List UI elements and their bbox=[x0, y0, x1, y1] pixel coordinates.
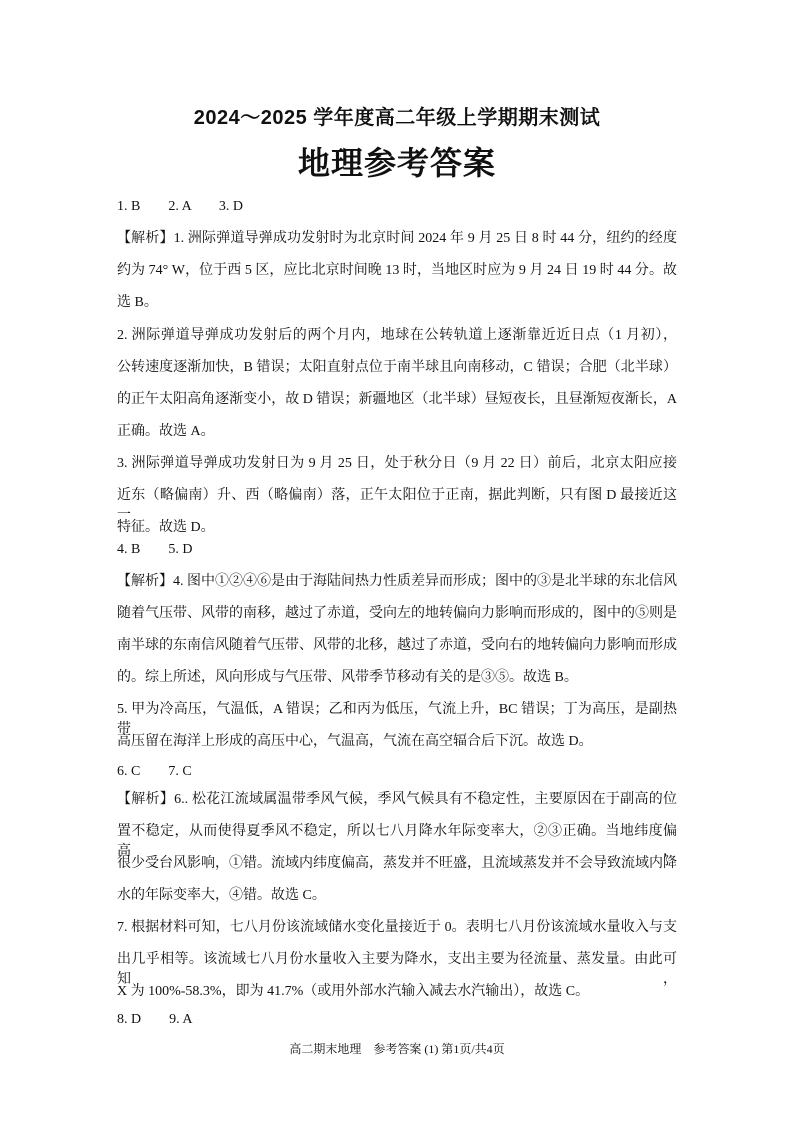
explanation-line: 选 B。 bbox=[117, 295, 158, 310]
document-title: 2024～2025 学年度高二年级上学期期末测试 bbox=[193, 107, 601, 129]
explanation-line: 的正午太阳高角逐渐变小，故 D 错误；新疆地区（北半球）昼短夜长，且昼渐短夜渐长，A bbox=[117, 392, 677, 407]
explanation-line: 近东（略偏南）升、西（略偏南）落，正午太阳位于正南，据此判断，只有图 D 最接近这一 bbox=[117, 488, 677, 523]
answer-key-line: 8. D 9. A bbox=[117, 1012, 193, 1027]
document-subtitle: 地理参考答案 bbox=[297, 145, 496, 181]
explanation-line: 的。综上所述，风向形成与气压带、风带季节移动有关的是③⑤。故选 B。 bbox=[117, 670, 578, 685]
answer-key-line: 6. C 7. C bbox=[117, 764, 192, 779]
explanation-line: 【解析】1. 洲际弹道导弹成功发射时为北京时间 2024 年 9 月 25 日 8 时 44 分，纽约的经度 bbox=[117, 231, 677, 246]
explanation-line: 公转速度逐渐加快，B 错误；太阳直射点位于南半球且向南移动，C 错误；合肥（北半球） bbox=[117, 360, 677, 375]
answer-key-line: 4. B 5. D bbox=[117, 542, 193, 557]
explanation-line: 3. 洲际弹道导弹成功发射日为 9 月 25 日，处于秋分日（9 月 22 日）前后，北京太阳应接 bbox=[117, 456, 677, 471]
explanation-line: 随着气压带、风带的南移，越过了赤道，受向左的地转偏向力影响而形成的，图中的⑤则是 bbox=[117, 606, 677, 621]
explanation-line: 【解析】4. 图中①②④⑥是由于海陆间热力性质差异而形成；图中的③是北半球的东北信风 bbox=[117, 574, 677, 589]
explanation-line: 5. 甲为冷高压，气温低，A 错误；乙和丙为低压，气流上升，BC 错误；丁为高压，是副热带 bbox=[117, 702, 677, 737]
explanation-line: 【解析】6.. 松花江流域属温带季风气候，季风气候具有不稳定性，主要原因在于副高的位 bbox=[117, 792, 677, 807]
explanation-line: 正确。故选 A。 bbox=[117, 424, 215, 439]
explanation-line: 出几乎相等。该流域七八月份水量收入主要为降水，支出主要为径流量、蒸发量。由此可知， bbox=[117, 952, 677, 987]
answer-key-line: 1. B 2. A 3. D bbox=[117, 199, 244, 214]
explanation-line: 特征。故选 D。 bbox=[117, 520, 215, 535]
page-footer: 高二期末地理 参考答案 (1) 第1页/共4页 bbox=[289, 1042, 505, 1056]
explanation-line: 置不稳定，从而使得夏季风不稳定，所以七八月降水年际变率大，②③正确。当地纬度偏高， bbox=[117, 824, 677, 859]
explanation-line: 高压留在海洋上形成的高压中心，气温高，气流在高空辐合后下沉。故选 D。 bbox=[117, 734, 593, 749]
explanation-line: 2. 洲际弹道导弹成功发射后的两个月内，地球在公转轨道上逐渐靠近近日点（1 月初）， bbox=[117, 328, 677, 343]
explanation-line: 7. 根据材料可知，七八月份该流域储水变化量接近于 0。表明七八月份该流域水量收入与支 bbox=[117, 920, 677, 935]
explanation-line: 很少受台风影响，①错。流域内纬度偏高，蒸发并不旺盛，且流域蒸发并不会导致流域内降 bbox=[117, 856, 677, 871]
explanation-line: 南半球的东南信风随着气压带、风带的北移，越过了赤道，受向右的地转偏向力影响而形成 bbox=[117, 638, 677, 653]
explanation-line: 约为 74° W，位于西 5 区，应比北京时间晚 13 时，当地区时应为 9 月 24 日 19 时 44 分。故 bbox=[117, 263, 677, 278]
explanation-line: X 为 100%-58.3%，即为 41.7%（或用外部水汽输入减去水汽输出），故选 C。 bbox=[117, 984, 590, 999]
explanation-line: 水的年际变率大，④错。故选 C。 bbox=[117, 888, 326, 903]
